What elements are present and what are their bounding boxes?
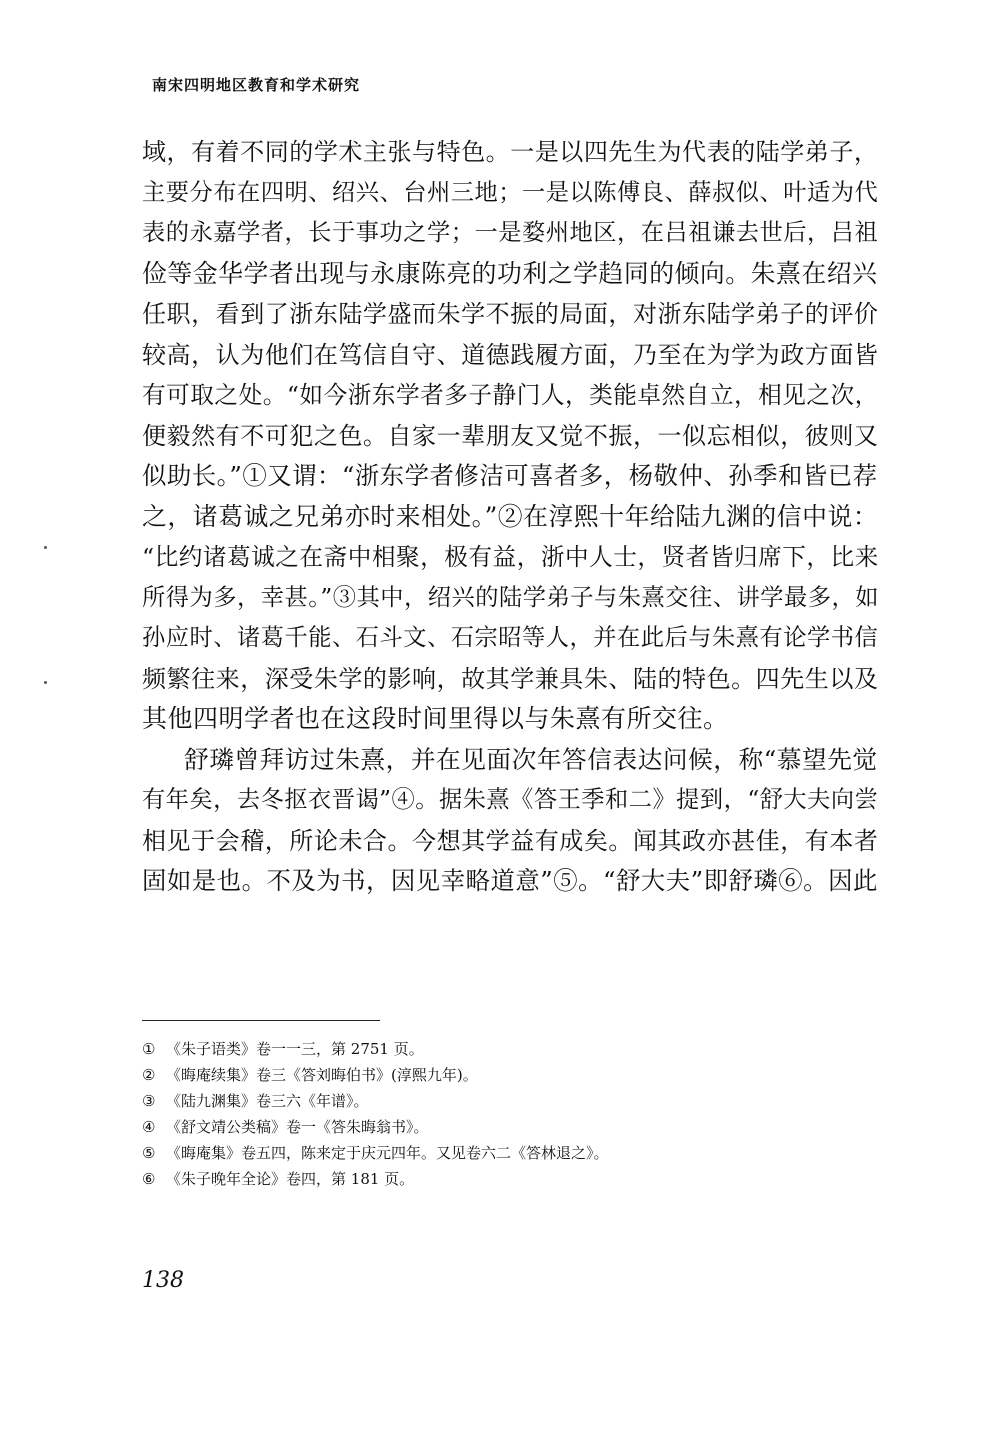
body-line: 较高，认为他们在笃信自守、道德践履方面，乃至在为学为政方面皆 [142,340,879,369]
body-line: 其他四明学者也在这段时间里得以与朱熹有所交往。 [142,704,729,733]
body-line: 之，诸葛诚之兄弟亦时来相处。”②在淳熙十年给陆九渊的信中说： [142,501,879,531]
body-line: 有可取之处。“如今浙东学者多子静门人，类能卓然自立，相见之次， [142,381,879,409]
footnote [142,1114,609,1140]
body-text [142,132,878,902]
body-line: 有年矣，去冬抠衣晋谒”④。据朱熹《答王季和二》提到，“舒大夫向尝 [142,786,879,813]
footnote [142,1036,609,1062]
body-line: 俭等金华学者出现与永康陈亮的功利之学趋同的倾向。朱熹在绍兴 [142,258,878,288]
footnote-text: 《朱子晚年全论》卷四，第 181 页。 [166,1170,415,1188]
footnotes [142,1036,609,1192]
body-line: 固如是也。不及为书，因见幸略道意”⑤。“舒大夫”即舒璘⑥。因此 [142,866,878,895]
footnote-mark: ⑤ [142,1144,156,1162]
margin-speck [44,546,47,549]
footnote-text: 《晦庵集》卷五四，陈来定于庆元四年。又见卷六二《答林退之》。 [166,1144,609,1162]
body-line: 域，有着不同的学术主张与特色。一是以四先生为代表的陆学弟子， [142,138,879,166]
body-line: 便毅然有不可犯之色。自家一辈朋友又觉不振，一似忘相似，彼则又 [142,421,879,450]
body-line: 所得为多，幸甚。”③其中，绍兴的陆学弟子与朱熹交往、讲学最多，如 [142,583,880,611]
footnote-text: 《朱子语类》卷一一三，第 2751 页。 [166,1040,424,1058]
footnote-rule [142,1020,380,1021]
footnote-text: 《舒文靖公类稿》卷一《答朱晦翁书》。 [166,1118,429,1136]
footnote-mark: ① [142,1040,156,1058]
running-header: 南宋四明地区教育和学术研究 [152,76,361,94]
body-line: 舒璘曾拜访过朱熹，并在见面次年答信表达问候，称“慕望先觉 [184,744,878,774]
body-line: 似助长。”①又谓：“浙东学者修洁可喜者多，杨敬仲、孙季和皆已荐 [142,461,878,490]
body-line: “比约诸葛诚之在斋中相聚，极有益，浙中人士，贤者皆归席下，比来 [142,543,879,571]
body-line: 相见于会稽，所论未合。今想其学益有成矣。闻其政亦甚佳，有本者 [142,826,879,855]
footnote [142,1166,609,1192]
footnote [142,1088,609,1114]
margin-speck [44,681,47,684]
footnote-mark: ④ [142,1118,156,1136]
body-line: 表的永嘉学者，长于事功之学；一是婺州地区，在吕祖谦去世后，吕祖 [142,219,879,246]
footnote [142,1140,609,1166]
body-line: 频繁往来，深受朱学的影响，故其学兼具朱、陆的特色。四先生以及 [142,664,879,693]
footnote-mark: ⑥ [142,1170,156,1188]
body-line: 孙应时、诸葛千能、石斗文、石宗昭等人，并在此后与朱熹有论学书信 [142,624,879,651]
footnote-text: 《陆九渊集》卷三六《年谱》。 [166,1092,369,1110]
body-line: 主要分布在四明、绍兴、台州三地；一是以陈傅良、薛叔似、叶适为代 [142,178,879,206]
footnote-mark: ② [142,1066,156,1084]
footnote [142,1062,609,1088]
page-number: 138 [142,1268,184,1293]
footnote-text: 《晦庵续集》卷三《答刘晦伯书》(淳熙九年)。 [166,1066,478,1084]
body-line: 任职，看到了浙东陆学盛而朱学不振的局面，对浙东陆学弟子的评价 [142,300,879,328]
footnote-mark: ③ [142,1092,156,1110]
